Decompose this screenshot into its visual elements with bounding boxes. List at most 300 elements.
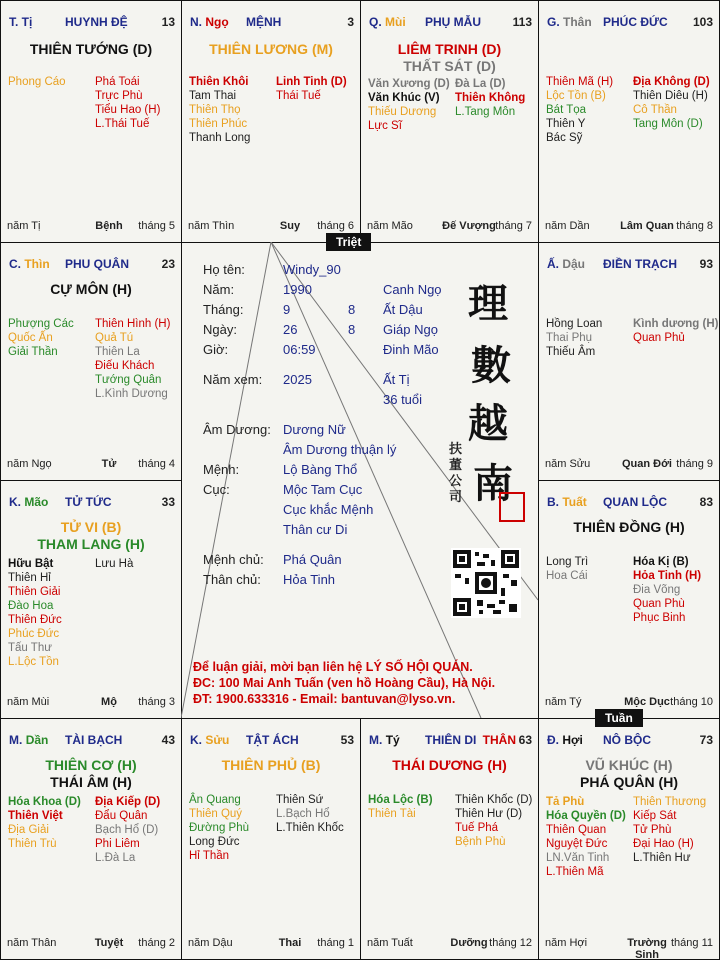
main-stars (182, 757, 360, 774)
calligraphy-char-3: 越 (468, 400, 508, 447)
viewyear-label: Năm xem: (203, 372, 263, 387)
minor-star: L.Thiên Khốc (276, 822, 344, 834)
main-star: THÁI DƯƠNG (H) (392, 757, 507, 773)
palace-element: Thân (563, 15, 592, 29)
hour-value: 06:59 (283, 342, 316, 357)
palace-cycle: Quan Đới (622, 458, 672, 470)
palace-cycle: Lâm Quan (620, 220, 674, 232)
palace-name: HUYNH ĐỆ (65, 15, 128, 29)
minor-star: Phi Liêm (95, 838, 140, 850)
palace-branch: K. (9, 495, 21, 509)
palace-footer (7, 458, 175, 470)
minor-star: Thiên Khôi (189, 76, 249, 88)
contact-line-3: ĐT: 1900.633316 - Email: bantuvan@lyso.vn. (193, 692, 456, 706)
minor-star: Đường Phù (189, 822, 249, 834)
minor-stars-left (546, 317, 602, 359)
palace-branch: M. (369, 733, 383, 747)
minor-star: Địa Giải (8, 824, 49, 836)
minor-star: Thiên Phúc (189, 118, 248, 130)
minor-star: Quả Tú (95, 332, 134, 344)
minor-stars-left (546, 555, 588, 583)
name-value: Windy_90 (283, 262, 341, 277)
main-star: THIÊN LƯƠNG (M) (209, 41, 333, 57)
minor-star: Hóa Quyền (D) (546, 810, 626, 822)
minor-star: Lực Sĩ (368, 120, 402, 132)
main-star: THIÊN TƯỚNG (D) (29, 41, 153, 57)
minor-star: Quan Phủ (633, 332, 685, 344)
year-value: 1990 (283, 282, 312, 297)
minor-star: Thiên La (95, 346, 140, 358)
contact-line-1: Để luận giải, mời bạn liên hệ LÝ SỐ HỘI QUÁN. (193, 660, 473, 674)
minor-star: Long Trì (546, 556, 589, 568)
palace-branch: T. Tị (9, 15, 33, 29)
minor-star: Bạch Hổ (D) (95, 824, 159, 836)
palace-cycle: Mộc Dục (624, 696, 670, 708)
palace-element: Tuất (562, 495, 587, 509)
minor-star: Thanh Long (189, 132, 251, 144)
palace-branch: Q. (369, 15, 382, 29)
palace-footer (7, 937, 175, 949)
name-label: Họ tên: (203, 262, 245, 277)
palace-number: 3 (347, 15, 354, 29)
minor-stars-right (95, 75, 160, 131)
minor-stars-left (368, 77, 450, 133)
minor-star: L.Thái Tuế (95, 118, 150, 130)
minor-star: Tướng Quân (95, 374, 162, 386)
minor-star: Quốc Ấn (8, 332, 53, 344)
palace-cycle: Tử (101, 458, 117, 470)
minor-star: Thiên Thọ (189, 104, 241, 116)
main-star: CỰ MÔN (H) (50, 281, 132, 297)
menhchu-label: Mệnh chủ: (203, 552, 264, 567)
main-star: THIÊN PHỦ (B) (221, 757, 321, 773)
minor-star: Tuế Phá (455, 822, 499, 834)
minor-star: Văn Xương (D) (368, 78, 450, 90)
minor-star: Phong Cáo (8, 76, 66, 88)
palace-month: tháng 8 (676, 220, 713, 232)
palace-month: tháng 3 (138, 696, 175, 708)
palace-footer (545, 458, 713, 470)
minor-star: Thiếu Dương (368, 106, 437, 118)
minor-star: Địa Kiếp (D) (95, 796, 161, 808)
minor-star: Văn Khúc (V) (368, 92, 440, 104)
minor-star: Nguyệt Đức (546, 838, 608, 850)
cuc-value-2: Cục khắc Mệnh (283, 502, 374, 517)
main-stars (182, 41, 360, 58)
minor-star: Hỉ Thần (189, 850, 230, 862)
palace-element: Tý (385, 733, 400, 747)
palace-footer (188, 220, 354, 232)
amduong-value-2: Âm Dương thuận lý (283, 442, 397, 457)
palace-month: tháng 10 (670, 696, 713, 708)
palace-number: 83 (699, 495, 713, 509)
amduong-label: Âm Dương: (203, 422, 271, 437)
palace-number: 93 (699, 257, 713, 271)
palace-footer (545, 696, 713, 708)
palace-cycle: Mộ (101, 696, 117, 708)
viewyear-value: 2025 (283, 372, 312, 387)
minor-star: Thiếu Âm (546, 346, 596, 358)
palace-element: Dần (25, 733, 49, 747)
palace-ti (360, 718, 539, 960)
palace-name: PHU QUÂN (65, 257, 130, 271)
main-stars (1, 281, 181, 298)
minor-star: L.Lộc Tồn (8, 656, 59, 668)
minor-star: Thiên Trù (8, 838, 57, 850)
month-value: 9 (283, 302, 291, 317)
palace-name: TÀI BẠCH (65, 733, 123, 747)
main-star: VŨ KHÚC (H) (585, 757, 673, 773)
month-can: Ất Dậu (383, 302, 423, 317)
palace-header (190, 15, 354, 29)
minor-star: Thiên Đức (8, 614, 62, 626)
main-star: THIÊN CƠ (H) (45, 757, 137, 773)
main-stars (1, 41, 181, 58)
palace-element: Hợi (562, 733, 583, 747)
main-stars (361, 41, 538, 75)
minor-stars-left (546, 795, 626, 879)
palace-header (547, 495, 713, 509)
calligraphy-char-4: 南 (473, 460, 513, 507)
palace-footer (545, 220, 713, 232)
minor-stars-left (8, 795, 81, 851)
palace-number: 33 (161, 495, 175, 509)
day-lunar: 8 (348, 322, 356, 337)
palace-cycle: Thai (278, 937, 302, 949)
minor-stars-left (189, 75, 250, 145)
palace-header (369, 15, 532, 29)
minor-star: Tấu Thư (8, 642, 52, 654)
thanchu-label: Thân chủ: (203, 572, 261, 587)
minor-stars-right (455, 793, 532, 849)
palace-name: ĐIỀN TRẠCH (603, 257, 677, 271)
minor-star: Bác Sỹ (546, 132, 583, 144)
minor-star: Thiên Y (546, 118, 586, 130)
minor-star: L.Kình Dương (95, 388, 168, 400)
minor-stars-right (276, 75, 347, 103)
palace-branch: B. (547, 495, 559, 509)
palace-than (538, 0, 720, 243)
palace-cycle: Dưỡng (450, 937, 488, 949)
minor-star: Quan Phù (633, 598, 685, 610)
minor-star: Thiên Việt (8, 810, 63, 822)
palace-element: Ngọ (205, 15, 229, 29)
minor-star: Hóa Khoa (D) (8, 796, 81, 808)
minor-star: L.Đà La (95, 852, 136, 864)
palace-header (9, 495, 175, 509)
minor-star: LN.Văn Tinh (546, 852, 610, 864)
palace-month: tháng 12 (489, 937, 532, 949)
menh-value: Lộ Bàng Thổ (283, 462, 358, 477)
palace-year: năm Mão (367, 220, 413, 232)
cuc-label: Cục: (203, 482, 230, 497)
palace-cycle: Tuyệt (94, 937, 124, 949)
palace-year: năm Dần (545, 220, 590, 232)
palace-number: 103 (692, 15, 713, 29)
palace-header (547, 733, 713, 747)
minor-star: Thái Tuế (276, 90, 321, 102)
minor-star: L.Thiên Mã (546, 866, 604, 878)
month-lunar: 8 (348, 302, 356, 317)
thanchu-value: Hỏa Tinh (283, 572, 336, 587)
minor-star: Hóa Kị (B) (633, 556, 689, 568)
palace-dau (538, 242, 720, 481)
menhchu-value: Phá Quân (283, 552, 342, 567)
minor-star: Bệnh Phù (455, 836, 506, 848)
palace-year: năm Tý (545, 696, 582, 708)
palace-month: tháng 6 (317, 220, 354, 232)
minor-star: Thiên Diêu (H) (633, 90, 708, 102)
minor-star: Thiên Không (455, 92, 526, 104)
year-label: Năm: (203, 282, 235, 297)
main-stars (1, 757, 181, 791)
palace-tuat (538, 480, 720, 719)
minor-star: Thiên Thương (633, 796, 707, 808)
minor-star: Thiên Hình (H) (95, 318, 171, 330)
minor-star: Linh Tinh (D) (276, 76, 347, 88)
minor-star: Hữu Bật (8, 558, 54, 570)
minor-star: Thiên Quan (546, 824, 607, 836)
palace-header (547, 257, 713, 271)
palace-element: Mão (24, 495, 49, 509)
minor-star: Thiên Quý (189, 808, 243, 820)
minor-stars-left (8, 75, 66, 89)
palace-number: 73 (699, 733, 713, 747)
main-stars (539, 757, 719, 791)
palace-year: năm Sửu (545, 458, 591, 470)
than-marker: THÂN (482, 733, 516, 747)
palace-header (9, 15, 175, 29)
palace-mao (0, 480, 182, 719)
palace-month: tháng 5 (138, 220, 175, 232)
palace-header (547, 15, 713, 29)
minor-star: Long Đức (189, 836, 240, 848)
palace-number: 53 (340, 733, 354, 747)
minor-star: Lộc Tồn (B) (546, 90, 606, 102)
cuc-value-3: Thân cư Di (283, 522, 348, 537)
minor-star: Đại Hao (H) (633, 838, 694, 850)
main-stars (1, 519, 181, 553)
palace-branch: Đ. (547, 733, 559, 747)
palace-number: 13 (161, 15, 175, 29)
cuc-value: Mộc Tam Cục (283, 482, 363, 497)
palace-year: năm Dậu (188, 937, 233, 949)
palace-month: tháng 7 (495, 220, 532, 232)
main-star: THÁI ÂM (H) (50, 774, 132, 790)
minor-star: Kiếp Sát (633, 810, 677, 822)
palace-year: năm Tị (7, 220, 41, 232)
minor-star: Phúc Đức (8, 628, 60, 640)
palace-thin (0, 242, 182, 481)
minor-stars-right (95, 557, 133, 571)
minor-star: L.Tang Môn (455, 106, 516, 118)
palace-month: tháng 9 (676, 458, 713, 470)
triet-tag: Triệt (326, 233, 371, 251)
minor-star: Điếu Khách (95, 360, 155, 372)
palace-name: QUAN LỘC (603, 495, 667, 509)
minor-stars-left (368, 793, 433, 821)
minor-star: Địa Không (D) (633, 76, 710, 88)
palace-name: THIÊN DI (425, 733, 477, 747)
minor-star: Cô Thần (633, 104, 677, 116)
palace-year: năm Tuất (367, 937, 413, 949)
minor-star: Thiên Giải (8, 586, 61, 598)
palace-footer (188, 937, 354, 949)
amduong-value: Dương Nữ (283, 422, 346, 437)
minor-star: Lưu Hà (95, 558, 134, 570)
palace-element: Dậu (562, 257, 586, 271)
minor-stars-right (633, 75, 710, 131)
palace-name: PHỤ MẪU (425, 15, 481, 29)
palace-header (9, 733, 175, 747)
minor-star: Hóa Lộc (B) (368, 794, 433, 806)
palace-number: 43 (161, 733, 175, 747)
day-label: Ngày: (203, 322, 237, 337)
calligraphy-small: 扶董公司 (449, 442, 463, 505)
minor-star: Ân Quang (189, 794, 241, 806)
main-stars (361, 757, 538, 774)
day-value: 26 (283, 322, 298, 337)
minor-star: Thiên Hỉ (8, 572, 51, 584)
minor-star: Hoa Cái (546, 570, 588, 582)
palace-branch: N. (190, 15, 202, 29)
palace-suu (181, 718, 361, 960)
minor-star: Thiên Sứ (276, 794, 324, 806)
palace-header (190, 733, 354, 747)
palace-cycle: Đế Vượng (442, 220, 496, 232)
palace-number: 113 (512, 15, 532, 29)
viewyear-can: Ất Tị (383, 372, 410, 387)
palace-year: năm Ngọ (7, 458, 52, 470)
center-info-panel (181, 242, 538, 718)
palace-cycle: Trường Sinh (627, 937, 667, 960)
main-star: LIÊM TRINH (D) (397, 41, 502, 57)
minor-star: L.Thiên Hư (633, 852, 691, 864)
palace-cycle: Suy (279, 220, 301, 232)
minor-star: Kình dương (H) (633, 318, 719, 330)
minor-stars-right (633, 555, 701, 625)
palace-cycle: Bệnh (95, 220, 123, 232)
minor-star: Hồng Loan (546, 318, 603, 330)
palace-branch: C. (9, 257, 21, 271)
palace-header (9, 257, 175, 271)
main-star: THAM LANG (H) (37, 536, 145, 552)
palace-name: TỬ TỨC (65, 495, 112, 509)
palace-year: năm Thân (7, 937, 57, 949)
palace-ngo (181, 0, 361, 243)
palace-footer (367, 937, 532, 949)
palace-number: 63 (518, 733, 532, 747)
palace-year: năm Hợi (545, 937, 588, 949)
minor-star: Tiểu Hao (H) (95, 104, 161, 116)
palace-footer (7, 220, 175, 232)
minor-stars-right (633, 795, 706, 865)
palace-dan (0, 718, 182, 960)
minor-stars-right (276, 793, 344, 835)
minor-star: Phục Binh (633, 612, 686, 624)
minor-star: Hỏa Tinh (H) (633, 570, 702, 582)
month-label: Tháng: (203, 302, 244, 317)
age-value: 36 tuổi (383, 392, 423, 407)
palace-name: TẬT ÁCH (246, 733, 299, 747)
palace-element: Sửu (205, 733, 230, 747)
palace-name: NÔ BỘC (603, 733, 651, 747)
minor-star: Bát Tọa (546, 104, 587, 116)
palace-mui (360, 0, 539, 243)
minor-star: L.Bạch Hổ (276, 808, 330, 820)
minor-star: Giải Thần (8, 346, 58, 358)
palace-name: MỆNH (246, 15, 282, 29)
hour-can: Đinh Mão (383, 342, 439, 357)
palace-year: năm Mùi (7, 696, 50, 708)
minor-stars-right (95, 317, 170, 401)
minor-star: Tam Thai (189, 90, 237, 102)
tuan-tag: Tuần (595, 709, 643, 727)
palace-month: tháng 1 (317, 937, 354, 949)
minor-star: Thiên Hư (D) (455, 808, 523, 820)
minor-star: Đia Võng (633, 584, 681, 596)
minor-stars-left (8, 317, 74, 359)
minor-stars-left (189, 793, 249, 863)
calligraphy-char-1: 理 (468, 280, 508, 327)
main-stars (539, 519, 719, 536)
palace-month: tháng 11 (670, 937, 713, 949)
palace-month: tháng 2 (138, 937, 175, 949)
qr-code-icon (451, 548, 521, 618)
year-can: Canh Ngọ (383, 282, 442, 297)
minor-star: Tang Môn (D) (633, 118, 703, 130)
main-star: TỬ VI (B) (60, 519, 122, 535)
palace-name: PHÚC ĐỨC (603, 15, 668, 29)
minor-star: Phượng Các (8, 318, 74, 330)
minor-star: Trực Phù (95, 90, 143, 102)
minor-stars-right (95, 795, 160, 865)
minor-stars-left (8, 557, 62, 669)
calligraphy-char-2: 數 (471, 342, 511, 389)
palace-element: Mùi (385, 15, 406, 29)
main-star: THIÊN ĐỒNG (H) (573, 519, 685, 535)
minor-star: Thiên Khốc (D) (455, 794, 533, 806)
palace-footer (367, 220, 532, 232)
palace-year: năm Thìn (188, 220, 235, 232)
hour-label: Giờ: (203, 342, 229, 357)
minor-star: Phá Toái (95, 76, 140, 88)
palace-month: tháng 4 (138, 458, 175, 470)
minor-star: Đà La (D) (455, 78, 506, 90)
palace-ty (0, 0, 182, 243)
palace-footer (7, 696, 175, 708)
palace-number: 23 (161, 257, 175, 271)
day-can: Giáp Ngọ (383, 322, 438, 337)
palace-branch: M. (9, 733, 23, 747)
palace-element: Thìn (24, 257, 50, 271)
minor-star: Đẩu Quân (95, 810, 148, 822)
palace-branch: Ấ. (547, 257, 559, 271)
menh-label: Mệnh: (203, 462, 240, 477)
contact-line-2: ĐC: 100 Mai Anh Tuấn (ven hồ Hoàng Cầu), Hà Nội. (193, 676, 496, 690)
palace-hoi (538, 718, 720, 960)
minor-star: Tả Phù (546, 796, 585, 808)
minor-stars-right (455, 77, 525, 119)
palace-header (369, 733, 532, 747)
minor-star: Thiên Mã (H) (546, 76, 614, 88)
seal-stamp-icon (499, 492, 525, 522)
minor-star: Thai Phụ (546, 332, 593, 344)
minor-stars-right (633, 317, 718, 345)
main-star: PHÁ QUÂN (H) (580, 774, 678, 790)
minor-star: Tử Phù (633, 824, 672, 836)
minor-stars-left (546, 75, 613, 145)
